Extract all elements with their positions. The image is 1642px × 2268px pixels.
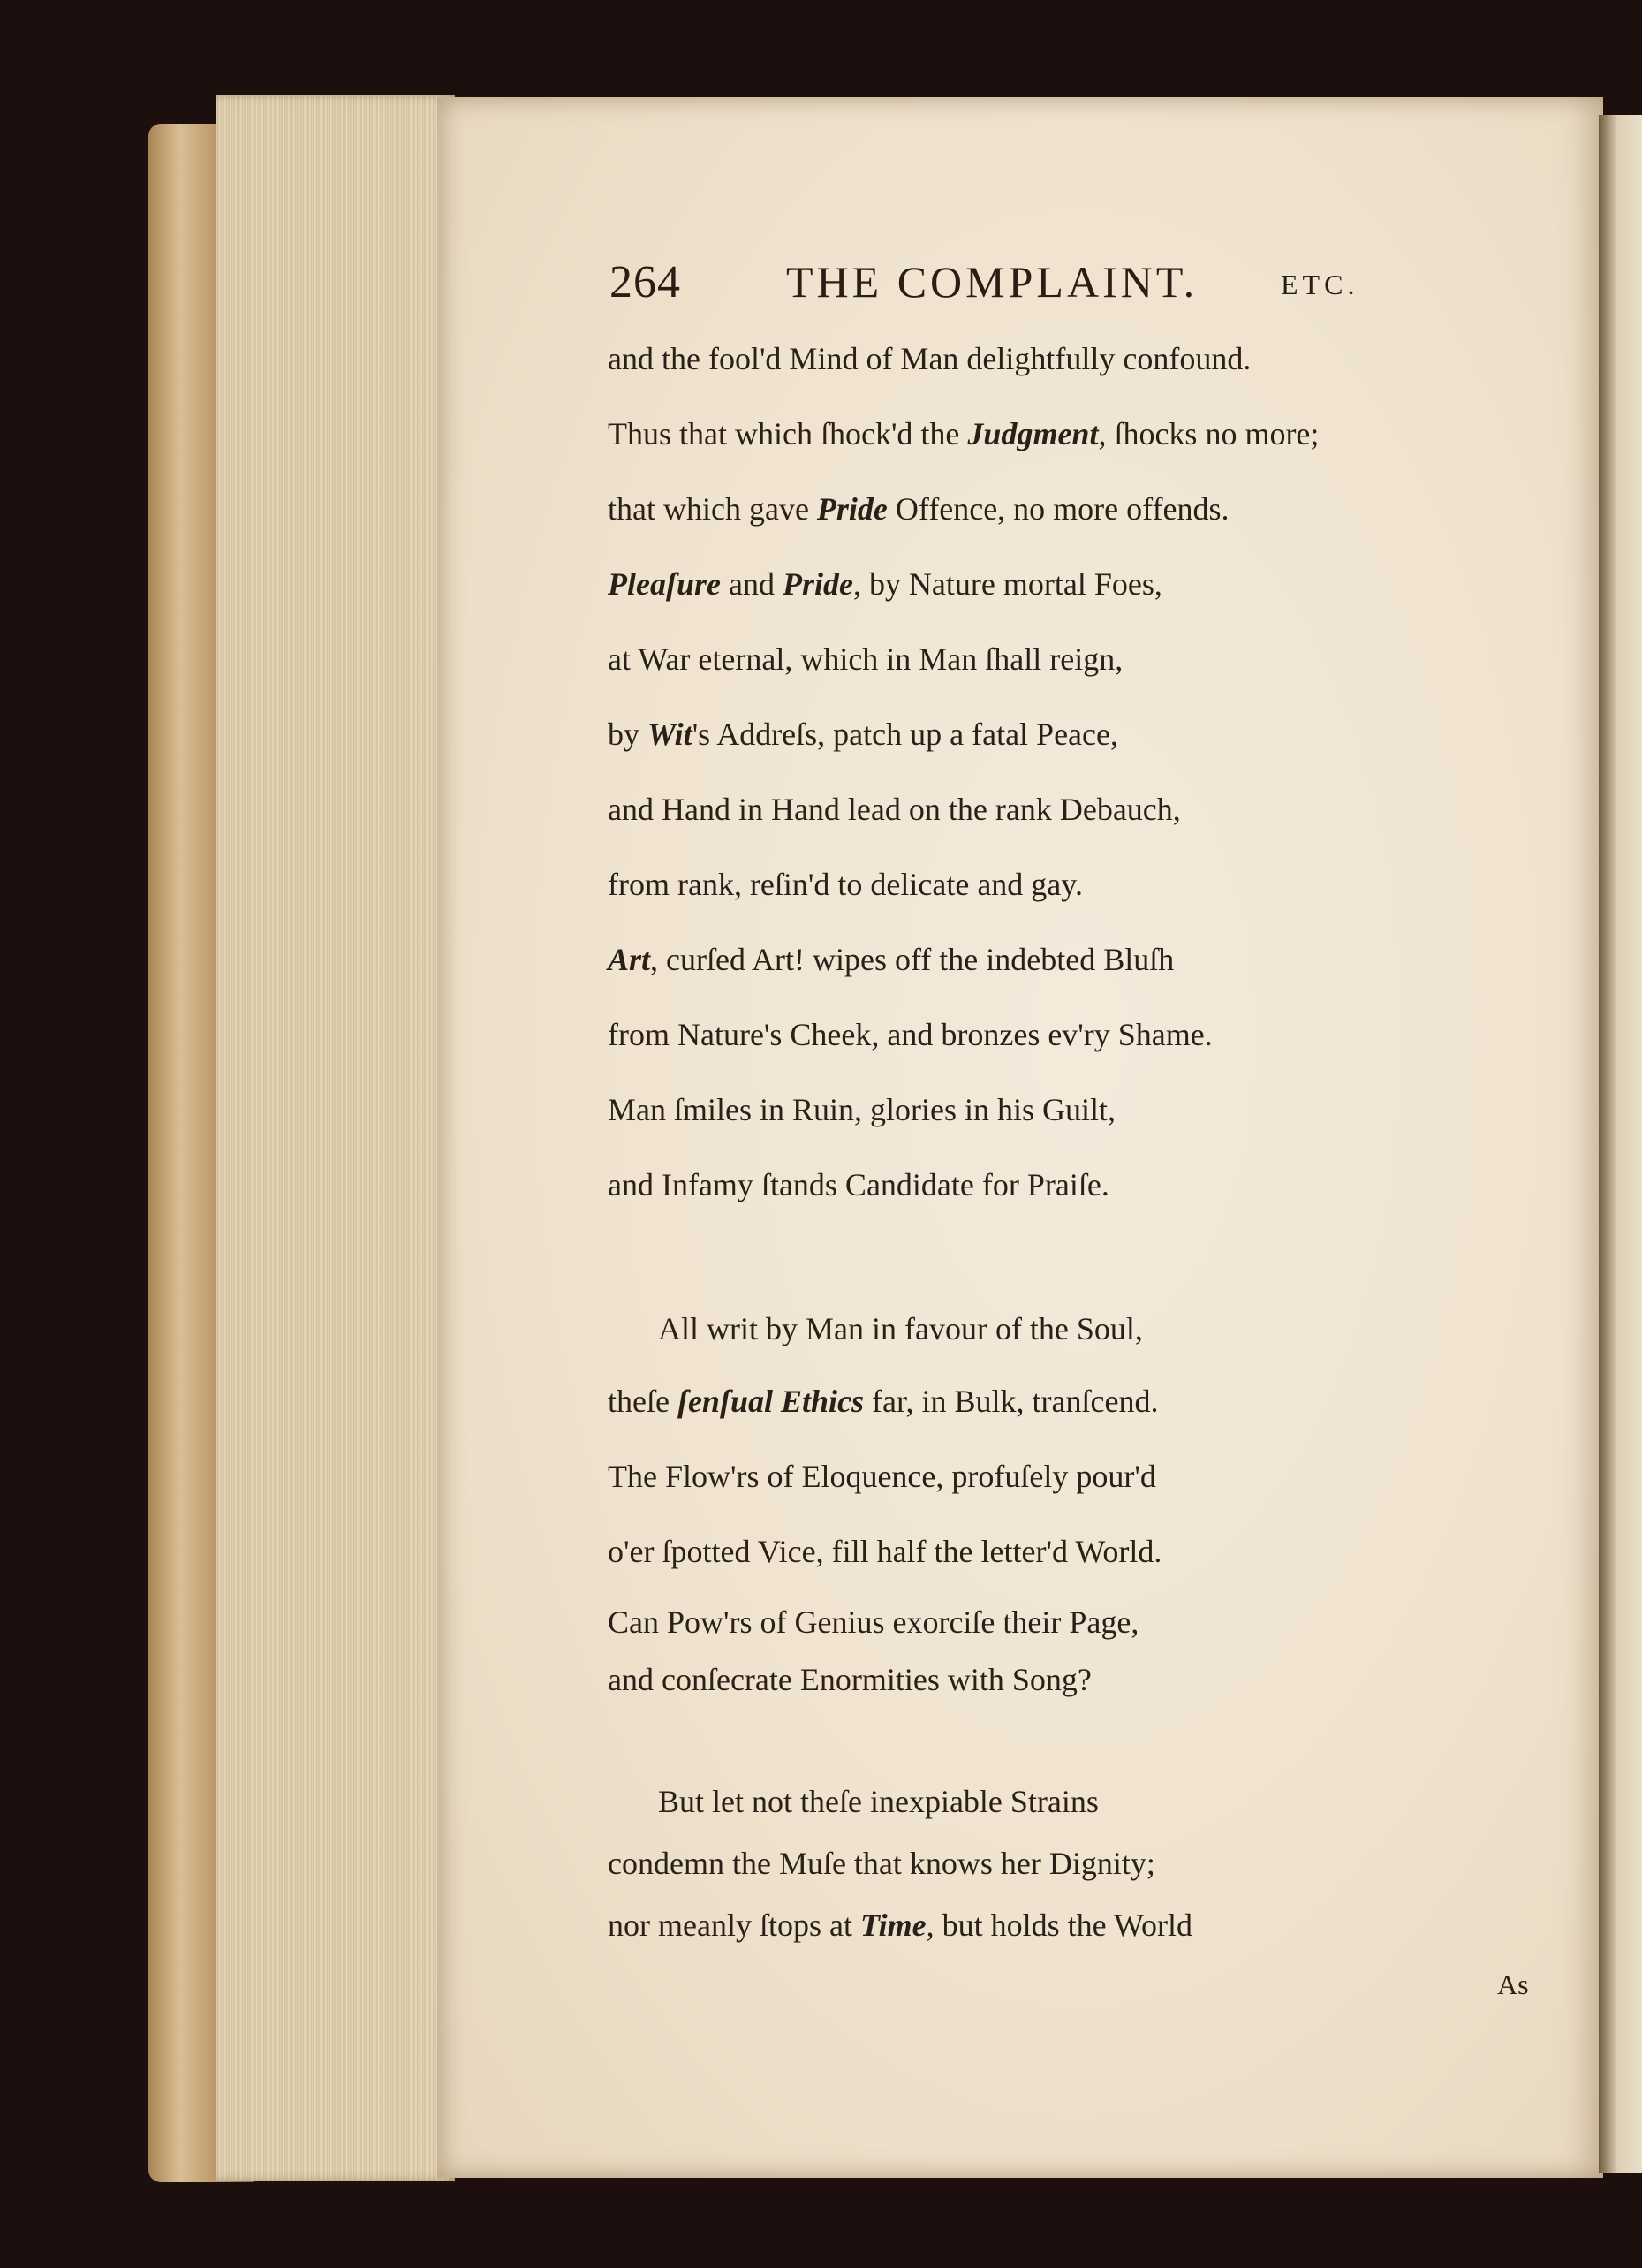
verse-line: and conſecrate Enormities with Song? bbox=[608, 1662, 1092, 1697]
verse-line: Can Pow'rs of Genius exorciſe their Page, bbox=[608, 1604, 1139, 1640]
verse-line: But let not theſe inexpiable Strains bbox=[658, 1784, 1099, 1819]
verse-line: o'er ſpotted Vice, fill half the letter'd World. bbox=[608, 1534, 1162, 1569]
facing-page-edge bbox=[1599, 115, 1642, 2173]
verse-line: Art, curſed Art! wipes off the indebted Bluſh bbox=[608, 942, 1175, 977]
verse-line: and Infamy ſtands Candidate for Praiſe. bbox=[608, 1167, 1109, 1202]
verse-line: Thus that which ſhock'd the Judgment, ſhocks no more; bbox=[608, 416, 1320, 451]
verse-line: by Wit's Addreſs, patch up a fatal Peace, bbox=[608, 717, 1118, 752]
running-title-suffix: ETC. bbox=[1281, 269, 1359, 300]
catchword: As bbox=[1497, 1968, 1529, 2000]
page-number: 264 bbox=[609, 257, 681, 307]
verse-line: and Hand in Hand lead on the rank Debauch, bbox=[608, 792, 1181, 827]
verse-line: Man ſmiles in Ruin, glories in his Guilt, bbox=[608, 1092, 1116, 1127]
verse-line: All writ by Man in favour of the Soul, bbox=[658, 1311, 1143, 1346]
verse-line: from Nature's Cheek, and bronzes ev'ry Shame. bbox=[608, 1017, 1213, 1052]
verse-line: from rank, reſin'd to delicate and gay. bbox=[608, 867, 1083, 902]
verse-line: The Flow'rs of Eloquence, profuſely pour'd bbox=[608, 1459, 1156, 1494]
verse-line: and the fool'd Mind of Man delightfully confound. bbox=[608, 341, 1252, 376]
verse-line: that which gave Pride Offence, no more offends. bbox=[608, 491, 1230, 527]
verse-line: theſe ſenſual Ethics far, in Bulk, tranſcend. bbox=[608, 1384, 1159, 1419]
running-title: THE COMPLAINT. bbox=[786, 257, 1199, 307]
verse-line: nor meanly ſtops at Time, but holds the World bbox=[608, 1908, 1193, 1943]
verse-line: at War eternal, which in Man ſhall reign, bbox=[608, 641, 1124, 677]
verse-line: Pleaſure and Pride, by Nature mortal Foes, bbox=[608, 566, 1162, 602]
page-edges bbox=[216, 95, 455, 2181]
verse-line: condemn the Muſe that knows her Dignity; bbox=[608, 1846, 1155, 1881]
